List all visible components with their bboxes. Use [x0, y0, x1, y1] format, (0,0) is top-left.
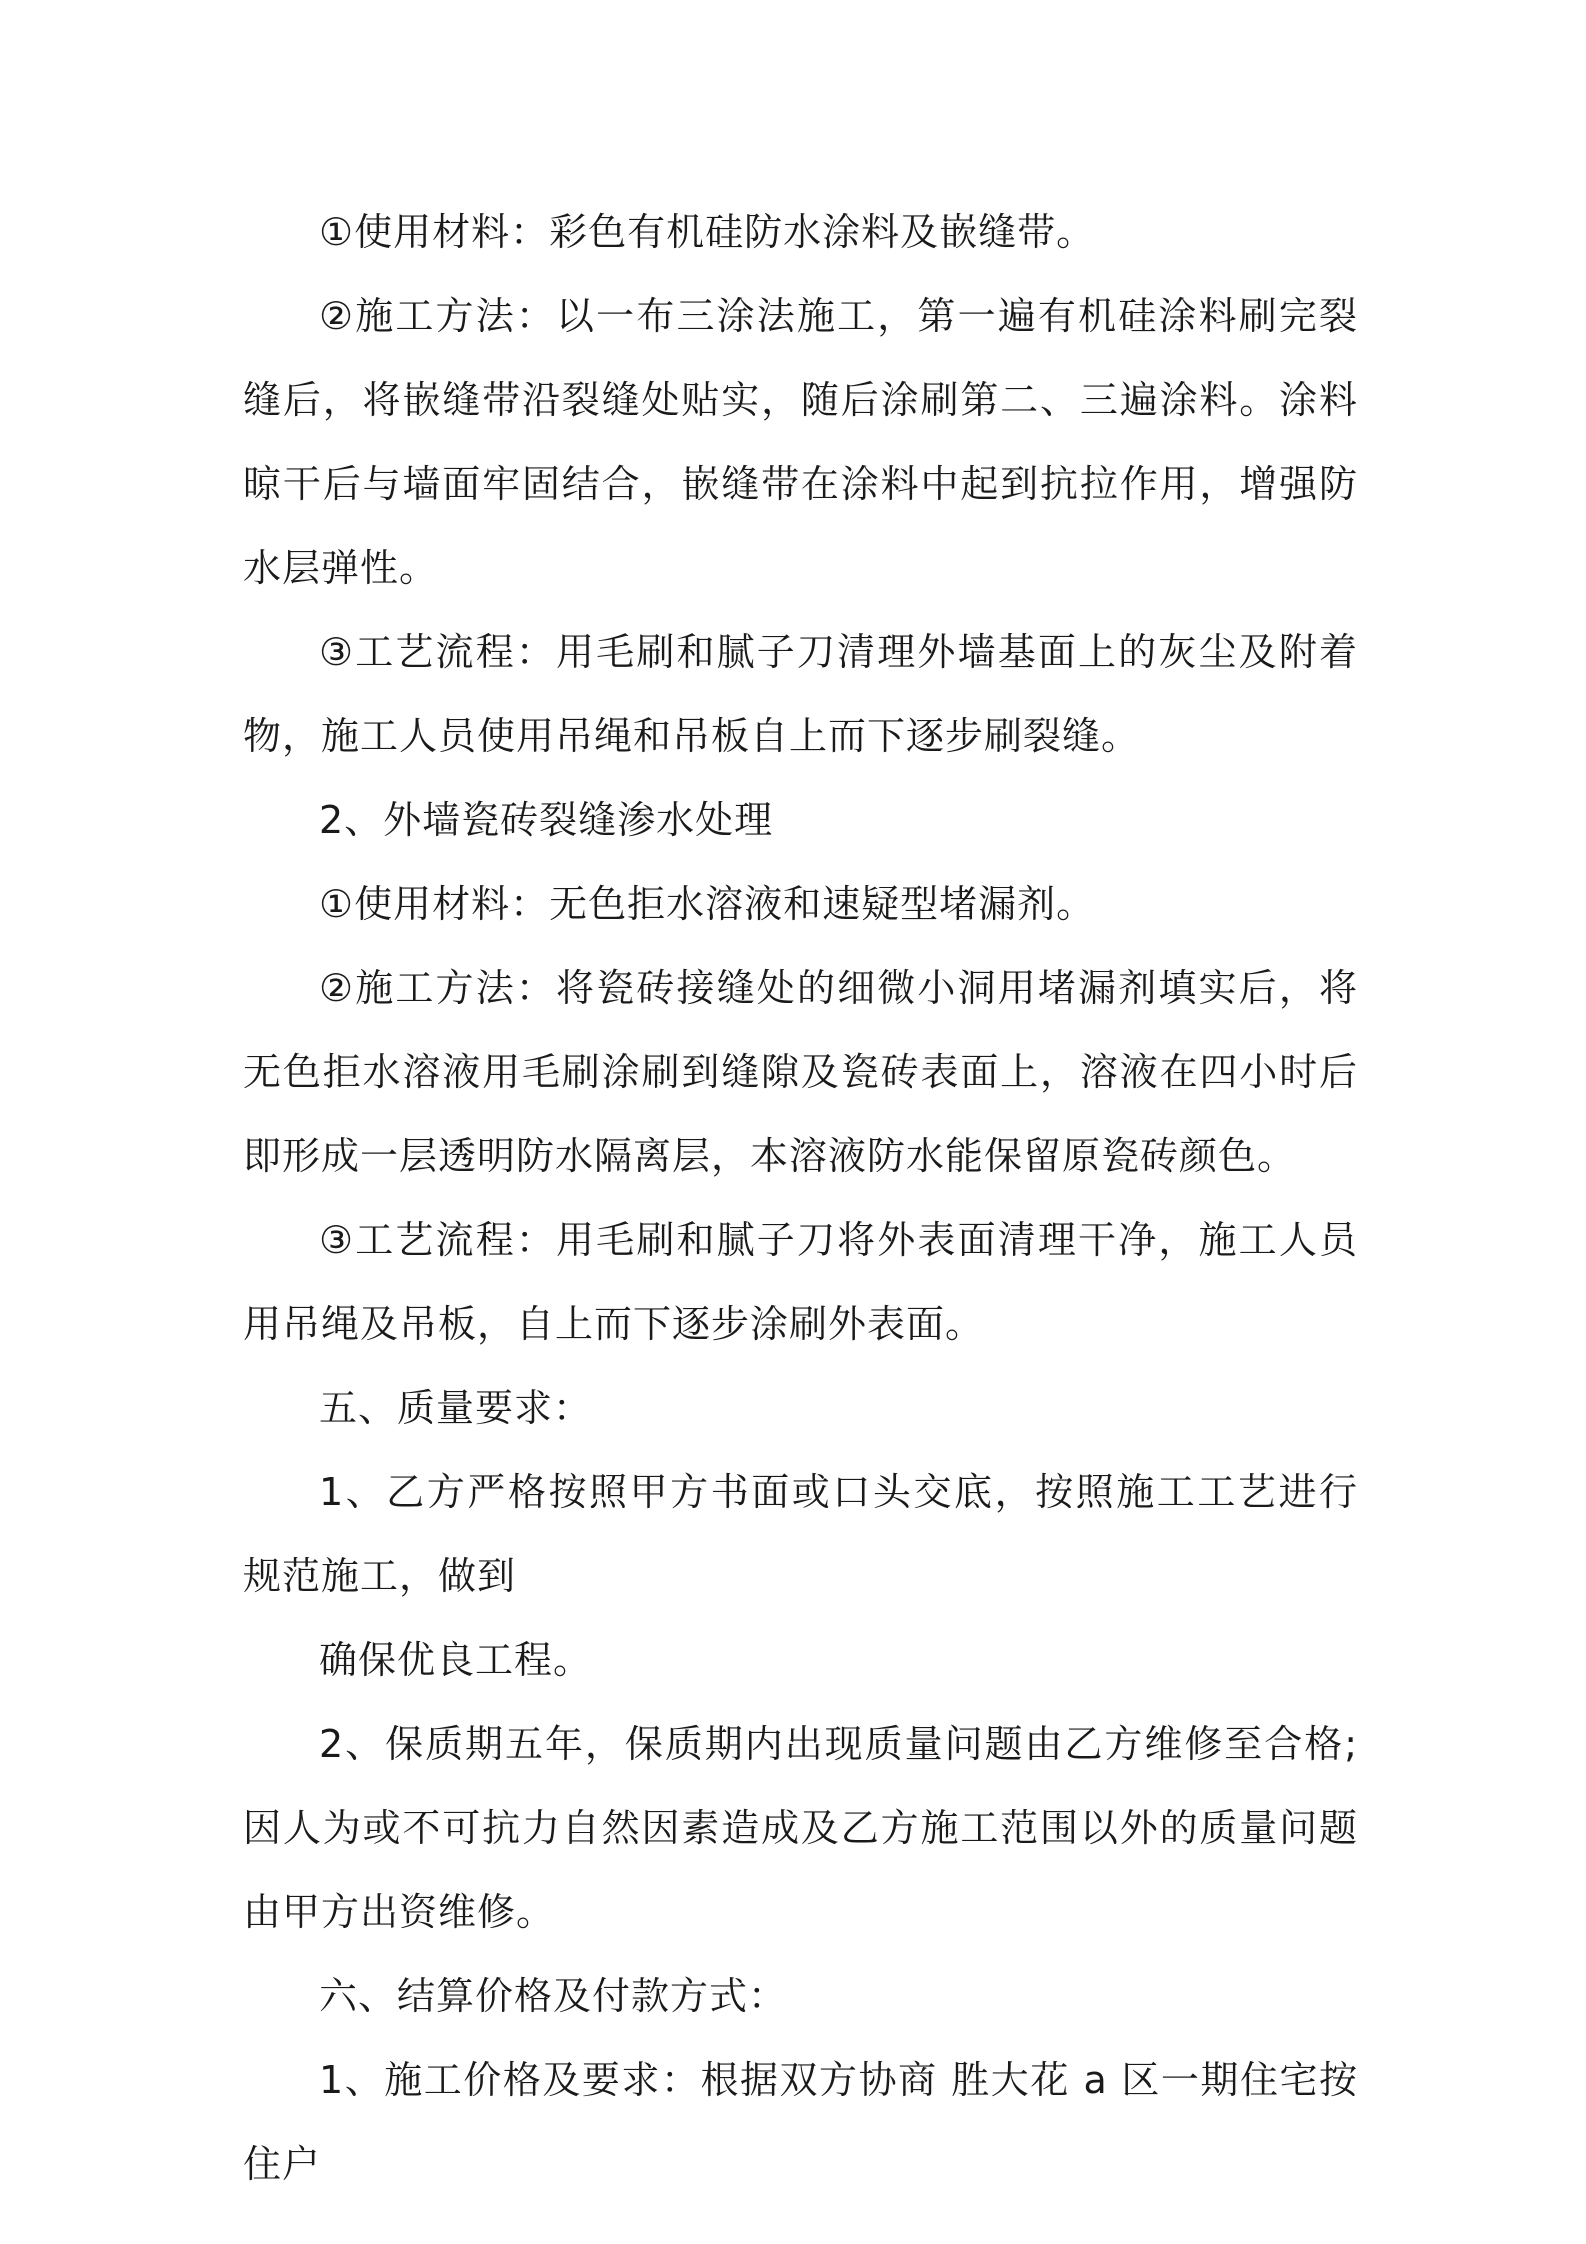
- section-heading-quality: 五、质量要求：: [319, 1386, 593, 1430]
- paragraph-quality-1: 1、乙方严格按照甲方书面或口头交底，按照施工工艺进行规范施工，做到: [243, 1470, 1358, 1598]
- section-heading-payment: 六、结算价格及付款方式：: [319, 1974, 788, 2018]
- paragraph-material-2: ①使用材料：无色拒水溶液和速疑型堵漏剂。: [319, 882, 1096, 926]
- document-body: [243, 190, 1358, 2206]
- paragraph-payment-1: 1、施工价格及要求：根据双方协商 胜大花 a 区一期住宅按住户: [243, 2058, 1358, 2186]
- paragraph-material-1: ①使用材料：彩色有机硅防水涂料及嵌缝带。: [319, 210, 1096, 254]
- paragraph-method-2: ②施工方法：将瓷砖接缝处的细微小洞用堵漏剂填实后，将无色拒水溶液用毛刷涂刷到缝隙及瓷砖表面上，溶液在四小时后即形成一层透明防水隔离层，本溶液防水能保留原瓷砖颜色。: [243, 966, 1358, 1178]
- paragraph-process-2: ③工艺流程：用毛刷和腻子刀将外表面清理干净，施工人员用吊绳及吊板，自上而下逐步涂刷外表面。: [243, 1218, 1358, 1346]
- section-heading-tile-cracks: 2、外墙瓷砖裂缝渗水处理: [319, 798, 774, 842]
- paragraph-quality-2: 2、保质期五年，保质期内出现质量问题由乙方维修至合格;因人为或不可抗力自然因素造成及乙方施工范围以外的质量问题由甲方出资维修。: [243, 1722, 1358, 1934]
- paragraph-process-1: ③工艺流程：用毛刷和腻子刀清理外墙基面上的灰尘及附着物，施工人员使用吊绳和吊板自上而下逐步刷裂缝。: [243, 630, 1358, 758]
- paragraph-quality-1-cont: 确保优良工程。: [319, 1638, 593, 1682]
- paragraph-method-1: ②施工方法：以一布三涂法施工，第一遍有机硅涂料刷完裂缝后，将嵌缝带沿裂缝处贴实，随后涂刷第二、三遍涂料。涂料晾干后与墙面牢固结合，嵌缝带在涂料中起到抗拉作用，增强防水层弹性。: [243, 294, 1358, 590]
